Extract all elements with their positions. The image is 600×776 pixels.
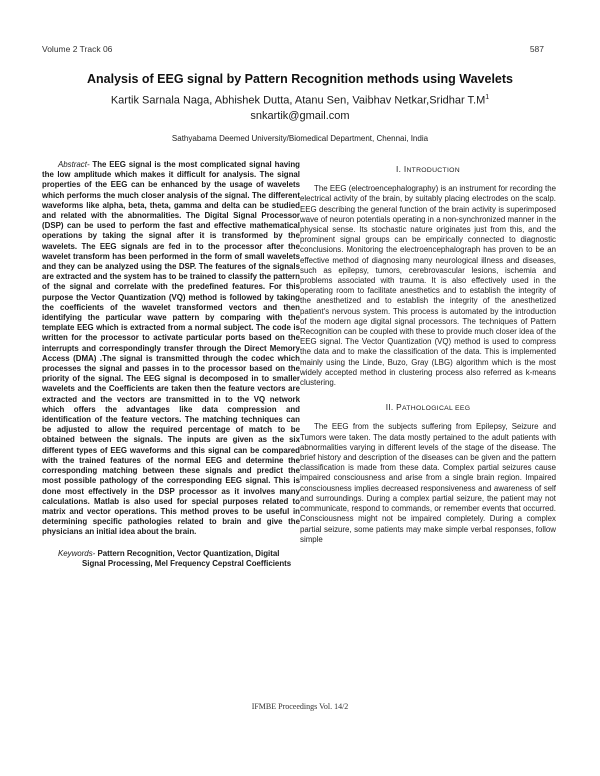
section1-rest: NTRODUCTION [406,167,460,174]
abstract-lead: Abstract- [58,160,90,169]
author-email: snkartik@gmail.com [250,110,350,122]
section-heading-pathological-eeg [300,402,556,414]
introduction-paragraph: The EEG (electroencephalography) is an instrument for recording the electrical activity of the brain, by suitably placing electrodes on the scalp. EEG describing the general function of the brain activity is superimposed wave of neuron potentials operating in a non-synchronized manner in the physical sense. Its stochastic nature originates just from this, and the prominent signal groups can be empirically connected to diagnostic conclusions. Monitoring the electroencephalograph has proven to be an effective method of diagnosing many neurological illness and diseases, such as epilepsy, tumors, cerebrovascular lesions, ischemia and problems associated with trauma. It is also effectively used in the operating room to facilitate anesthetics and to establish the integrity of the anesthetized and to establish the integrity of the anesthetized patient's nervous system. This process is automated by the introduction of the modern age digital signal processors. The techniques of Pattern Recognition can be coupled with these to provide much closer idea of the EEG signal. The Vector Quantization (VQ) method is used to compress the data and to make the classification of the data. This is implemented mainly using the Linde, Buzo, Gray (LBG) algorithm which is the most widely accepted method in clustering process also referred as k-means clustering. [300,184,556,388]
author-superscript: 1 [485,94,490,101]
paper-title: Analysis of EEG signal by Pattern Recognition methods using Wavelets [86,72,513,86]
abstract-text: The EEG signal is the most complicated signal having the low amplitude which makes it difficult for analysis. The signal properties of the EEG can be enhanced by the usage of wavelets which performs the much closer analysis of the signal. The different waveforms like alpha, beta, theta, gamma and delta can be studied and related with the abnormalities. The Digital Signal Processor (DSP) can be used to perform the fast and effective mathematical operations by taking the signal after it is transformed by the wavelets. The EEG signals are fed in to the processor after the wavelet transform has been performed in the form of small wavelets and they can be analyzed using the DSP. The features of the signals are extracted and the system has to be trained to classify the pattern of the signal and correlate with the predefined features. For this purpose the Vector Quantization (VQ) method is followed by taking the coefficients of the wavelet transformed vectors and then identifying the particular wave pattern by comparing with the template EEG which is extracted from a normal subject. The code is written for the processor to activate particular ports based on the interrupts and correspondingly transfer through the Direct Memory Access (DMA) .The signal is transmitted through the codec which processes the signal and passes in to the processor based on the priority of the signal. The EEG signal is decomposed in to smaller wavelets and the Coefficients are taken then the feature vectors are extracted and the vectors are transmitted in to the VQ network which offers the advantages like data compression and identification of the feature vectors. The matching techniques can be adjusted to allow the required percentage of match to be obtained between the signals. The inputs are given as the six different types of EEG waveforms and this signal can be compared with the trained features of the normal EEG and determine the corresponding matching between these signals and predict the most possible pathology of the corresponding EEG signal. This is done most effectively in the DSP processor as it involves many calculations. Matlab is also used for special purposes related to matrix and vector operations. This method proves to be useful in determining specific pathologies related to brain and give the physicians an initial idea about the brain. [42,160,300,537]
section1-numeral: I. I [396,164,407,174]
keywords-line2: Signal Processing, Mel Frequency Cepstral Coefficients [82,558,292,568]
keywords [42,549,300,569]
volume-track-header: Volume 2 Track 06 [42,44,113,54]
section-heading-introduction [300,164,556,176]
page-number: 587 [529,44,544,54]
right-column [300,156,556,545]
author-list [0,94,600,107]
pathological-paragraph: The EEG from the subjects suffering from Epilepsy, Seizure and Tumors were taken. The data mostly pertained to the adult patients with abnormalities varying in different levels of the stage of the disease. The brief history and description of the diseases can be given and the pattern classification is made from these data. Complex partial seizures cause impaired consciousness and arise from a single brain region. Impaired consciousness implies decreased responsiveness and awareness of self and surroundings. During a complex partial seizure, the patient may not communicate, respond to commands, or remember events that occurred. Consciousness might not be impaired completely. During a complex partial seizure, some patients may make simple verbal responses, follow simple [300,422,556,544]
abstract [42,160,300,538]
left-column [42,156,300,569]
section2-rest: ATHOLOGICAL EEG [401,405,471,413]
keywords-lead: Keywords- [58,548,96,558]
keywords-line1: Pattern Recognition, Vector Quantization, Digital [95,548,280,558]
proceedings-footer: IFMBE Proceedings Vol. 14/2 [251,702,349,711]
author-names: Kartik Sarnala Naga, Abhishek Dutta, Atanu Sen, Vaibhav Netkar,Sridhar T.M [110,94,486,107]
section2-numeral: II. P [385,402,402,413]
affiliation: Sathyabama Deemed University/Biomedical Department, Chennai, India [171,134,429,143]
